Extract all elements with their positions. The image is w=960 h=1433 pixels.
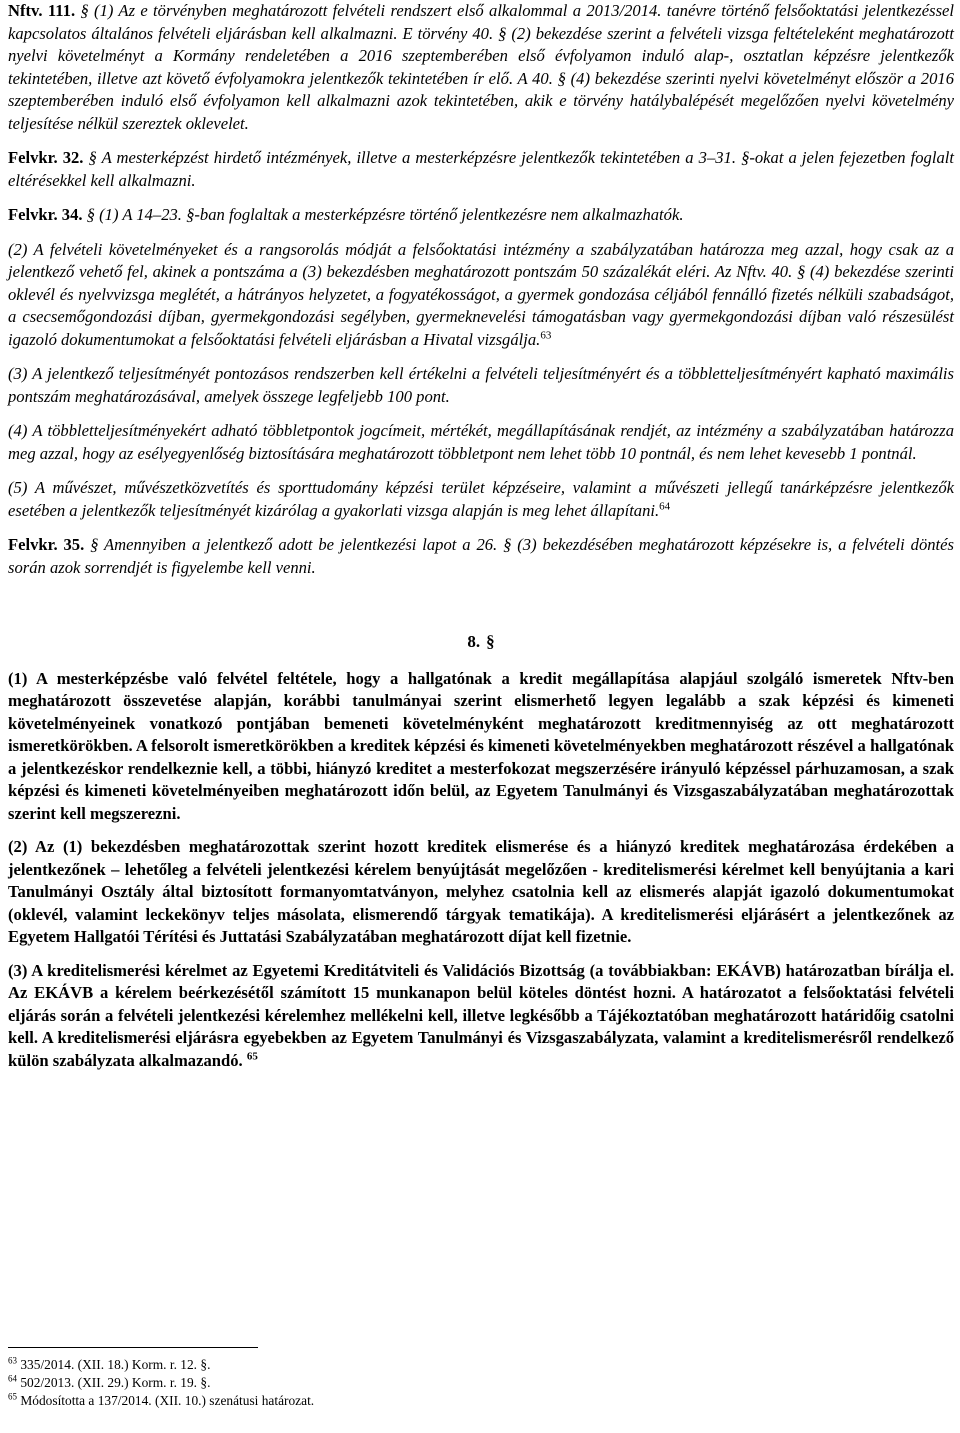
footnote-63 (8, 1356, 954, 1374)
paragraph-lead: Nftv. 111. (8, 1, 76, 20)
paragraph-text: (3) A kreditelismerési kérelmet az Egyetemi Kreditátviteli és Validációs Bizottság (a továbbiakban: EKÁVB) határozatban bírálja el. Az EKÁVB a kérelem beérkezésétől számított 15 munkanapon belül köteles döntést hozni. A határozatot a felsőoktatási felvételi eljárás során a felvételi jelentkezési kérelemhez mellékelni kell, illetve legkésőbb a Tájékoztatóban meghatározott határidőig csatolni kell. A kreditelismerési eljárásra egyebekben az Egyetem Tanulmányi és Vizsgaszabályzata, valamint a kreditelismerésről rendelkező külön szabályzata alkalmazandó. (8, 960, 954, 1070)
paragraph-felvkr-34-3 (8, 363, 954, 408)
footnote-number: 65 (8, 1391, 17, 1402)
paragraph-felvkr-32 (8, 147, 954, 192)
paragraph-felvkr-35 (8, 534, 954, 579)
footnote-ref[interactable]: 63 (540, 328, 552, 341)
footnote-text: 502/2013. (XII. 29.) Korm. r. 19. §. (20, 1375, 211, 1390)
paragraph-text: § (1) Az e törvényben meghatározott felvételi rendszert első alkalommal a 2013/2014. tanévre történő felsőoktatási jelentkezéssel kapcsolatos általános felvételi eljárásban kell alkalmazni. E törvény 40. § (2) bekezdése szerint a felvételi vizsga feltételeként meghatározott nyelvi követelményt a Kormány rendeletében a 2016 szeptemberében első évfolyamon induló alap-, osztatlan képzésre jelentkezők tekintetében, illetve azt követő évfolyamokra jelentkezők tekintetében ír elő. A 40. § (4) bekezdése szerinti nyelvi követelményt először a 2016 szeptemberében induló első évfolyamon kell alkalmazni azok tekintetében, akik e törvény hatálybalépését megelőzően nyelvi követelmény teljesítése nélkül szereztek oklevelet. (8, 1, 955, 133)
footnote-text: Módosította a 137/2014. (XII. 10.) szenátusi határozat. (20, 1393, 315, 1408)
paragraph-text: (2) A felvételi követelményeket és a rangsorolás módját a felsőoktatási intézmény a szabályzatában határozza meg azzal, hogy csak az a jelentkező vehető fel, akinek a pontszáma a (3) bekezdésben meghatározott pontszám 50 százalékát eléri. Az Nftv. 40. § (4) bekezdése szerinti oklevél és nyelvvizsga meglétét, a hátrányos helyzetet, a fogyatékosságot, a gyermek gondozása céljából fennálló fizetés nélküli szabadságot, a csecsemőgondozási díjban, gyermekgondozási segélyben, gyermeknevelési támogatásban vagy gyermekgondozási díjban való részesülést igazoló dokumentumokat a felsőoktatási felvételi eljárásban a Hivatal vizsgálja. (8, 239, 954, 349)
paragraph-text: § Amennyiben a jelentkező adott be jelentkezési lapot a 26. § (3) bekezdésében meghatározott képzésekre is, a felvételi döntés során azok sorrendjét is figyelembe kell venni. (8, 535, 954, 577)
footnote-ref[interactable]: 64 (659, 499, 671, 512)
section-number: 8. (467, 632, 481, 651)
document-page (8, 0, 954, 1083)
paragraph-lead: Felvkr. 35. (8, 535, 85, 554)
section-paragraph-1 (8, 668, 954, 826)
paragraph-lead: Felvkr. 34. (8, 205, 83, 224)
paragraph-text: § (1) A 14–23. §-ban foglaltak a mesterképzésre történő jelentkezésre nem alkalmazhatók. (82, 205, 684, 224)
paragraph-text: (4) A többletteljesítményekért adható többletpontok jogcímeit, mértékét, megállapításának rendjét, az intézmény a szabályzatában határozza meg azzal, hogy az esélyegyenlőség biztosítására meghatározott többletpont nem lehet több 10 pontnál, és nem lehet kevesebb 1 pontnál. (8, 421, 954, 463)
section-heading (8, 631, 954, 654)
paragraph-text: (1) A mesterképzésbe való felvétel feltétele, hogy a hallgatónak a kredit megállapítása alapjául szolgáló ismeretek Nftv-ben meghatározott összevetése alapján, korábbi tanulmányai szerint elismerhető legyen legalább a szak képzési és kimeneti követelményeinek vonatkozó pontjában bemeneti követelményként meghatározott kreditmennyiség az ott meghatározott ismeretkörökben. A felsorolt ismeretkörökben a kreditek képzési és kimeneti követelményekben meghatározott részével a hallgatónak a jelentkezéskor rendelkeznie kell, a többi, hiányzó kreditet a mesterfokozat megszerzésére irányuló képzéssel párhuzamosan, a szak képzési és kimeneti követelményeiben meghatározott időn belül, az Egyetem Tanulmányi és Vizsgaszabályzatában meghatározottak szerint kell megszerezni. (8, 668, 954, 823)
paragraph-text: (5) A művészet, művészetközvetítés és sporttudomány képzési terület képzéseire, valamint a művészeti jellegű tanárképzésre jelentkezők esetében a jelentkezők teljesítményét kizárólag a gyakorlati vizsga alapján is meg lehet állapítani. (8, 478, 954, 520)
section-paragraph-2 (8, 836, 954, 949)
footnote-ref[interactable]: 65 (246, 1049, 258, 1062)
paragraph-text: (3) A jelentkező teljesítményét pontozásos rendszerben kell értékelni a felvételi teljesítményért és a többletteljesítményért kapható maximális pontszám meghatározásával, amelyek összege legfeljebb 100 pont. (8, 364, 954, 406)
footnote-text: 335/2014. (XII. 18.) Korm. r. 12. §. (20, 1357, 211, 1372)
section-sign: § (486, 632, 495, 651)
paragraph-felvkr-34-4 (8, 420, 954, 465)
paragraph-nftv-111 (8, 0, 954, 135)
footnotes (8, 1347, 954, 1410)
footnote-number: 64 (8, 1373, 17, 1384)
paragraph-text: § A mesterképzést hirdető intézmények, illetve a mesterképzésre jelentkezők tekintetében a 3–31. §-okat a jelen fejezetben foglalt eltérésekkel kell alkalmazni. (8, 148, 954, 190)
footnote-65 (8, 1392, 954, 1410)
footnote-64 (8, 1374, 954, 1392)
footnote-divider (8, 1347, 258, 1348)
footnote-number: 63 (8, 1355, 17, 1366)
paragraph-felvkr-34-5 (8, 477, 954, 522)
paragraph-felvkr-34-1 (8, 204, 954, 227)
paragraph-text: (2) Az (1) bekezdésben meghatározottak szerint hozott kreditek elismerése és a hiányzó kreditek meghatározása érdekében a jelentkezőnek – lehetőleg a felvételi jelentkezési kérelem benyújtását megelőzően - kreditelismerési kérelmet kell benyújtania a kari Tanulmányi Osztály által biztosított formanyomtatványon, melyhez csatolnia kell az elismerés alapját igazoló dokumentumokat (oklevél, valamint leckekönyv teljes másolata, elismerendő tárgyak tematikája). A kreditelismerési eljárásért a jelentkezőnek az Egyetem Hallgatói Térítési és Juttatási Szabályzatában meghatározott díjat kell fizetnie. (8, 837, 954, 946)
paragraph-felvkr-34-2 (8, 239, 954, 352)
paragraph-lead: Felvkr. 32. (8, 148, 84, 167)
section-paragraph-3 (8, 960, 954, 1073)
